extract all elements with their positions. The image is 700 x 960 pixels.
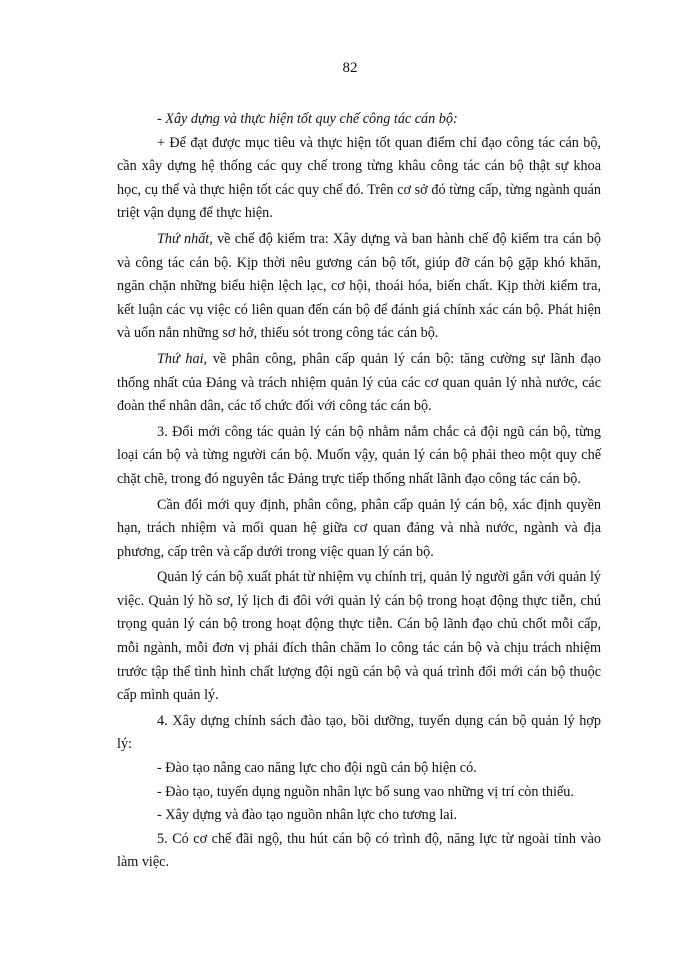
paragraph-incentives: 5. Có cơ chế đãi ngộ, thu hút cán bộ có trình độ, năng lực từ ngoài tỉnh vào làm việc. xyxy=(117,830,601,871)
paragraph-assignment-lead: Thứ hai, xyxy=(157,350,208,367)
list-item: - Đào tạo, tuyển dụng nguồn nhân lực bổ sung vao những vị trí còn thiếu. xyxy=(157,783,574,800)
paragraph-regulations: + Để đạt được mục tiêu và thực hiện tốt quan điểm chỉ đạo công tác cán bộ, cần xây dựng hệ thống các quy chế trong từng khâu công tác cán bộ thật sự khoa học, cụ thể và thực hiện tốt các quy chế đó. Trên cơ sở đó từng cấp, từng ngành quán triệt vận dụng để thực hiện. xyxy=(117,134,601,222)
paragraph-management-reform: 3. Đổi mới công tác quản lý cán bộ nhằm nắm chắc cả đội ngũ cán bộ, từng loại cán bộ và từng người cán bộ. Muốn vậy, quản lý cán bộ phải theo một quy chế chặt chẽ, trong đó nguyên tắc Đảng trực tiếp thống nhất lãnh đạo công tác cán bộ. xyxy=(117,423,601,487)
paragraph-inspection xyxy=(117,228,601,346)
paragraph-inspection-text: về chế độ kiểm tra: Xây dựng và ban hành chế độ kiểm tra cán bộ và công tác cán bộ. Kịp thời nêu gương cán bộ tốt, giúp đỡ cán bộ gặp khó khăn, ngăn chặn những biểu hiện lệch lạc, cơ hội, thoái hóa, biến chất. Kịp thời kiểm tra, kết luận các vụ việc có liên quan đến cán bộ để đánh giá chính xác cán bộ. Phát hiện và uốn nắn những sơ hở, thiếu sót trong công tác cán bộ. xyxy=(117,230,601,342)
paragraph-cadre-management: Quản lý cán bộ xuất phát từ nhiệm vụ chính trị, quản lý người gắn với quản lý việc. Quản lý hồ sơ, lý lịch đi đôi với quản lý cán bộ trong hoạt động thực tiễn, chú trọng quản lý cán bộ trong hoạt động thực tiễn. Cán bộ lãnh đạo chủ chốt mỗi cấp, mỗi ngành, mỗi đơn vị phải đích thân chăm lo công tác cán bộ và chịu trách nhiệm trước tập thể tình hình chất lượng đội ngũ cán bộ và quá trình đổi mới cán bộ thuộc cấp mình quản lý. xyxy=(117,569,601,704)
paragraph-assignment-text: về phân công, phân cấp quản lý cán bộ: tăng cường sự lãnh đạo thống nhất của Đảng và trách nhiệm quản lý của các cơ quan quản lý nhà nước, các đoàn thể nhân dân, các tổ chức đối với công tác cán bộ. xyxy=(117,350,601,415)
paragraph-training-policy: 4. Xây dựng chính sách đào tạo, bồi dưỡng, tuyển dụng cán bộ quản lý hợp lý: xyxy=(117,712,601,753)
page-body xyxy=(117,108,601,875)
paragraph-assignment xyxy=(117,348,601,419)
list-item: - Xây dựng và đào tạo nguồn nhân lực cho tương lai. xyxy=(157,807,458,824)
section-heading: - Xây dựng và thực hiện tốt quy chế công tác cán bộ: xyxy=(157,111,458,127)
list-item: - Đào tạo nâng cao năng lực cho đội ngũ cán bộ hiện có. xyxy=(157,760,477,777)
paragraph-inspection-lead: Thứ nhất, xyxy=(157,230,213,247)
paragraph-regulation-reform: Cần đổi mới quy định, phân công, phân cấp quản lý cán bộ, xác định quyền hạn, trách nhiệm và mối quan hệ giữa cơ quan đảng và nhà nước, ngành và địa phương, cấp trên và cấp dưới trong việc quan lý cán bộ. xyxy=(117,496,601,560)
page-number: 82 xyxy=(342,60,358,76)
